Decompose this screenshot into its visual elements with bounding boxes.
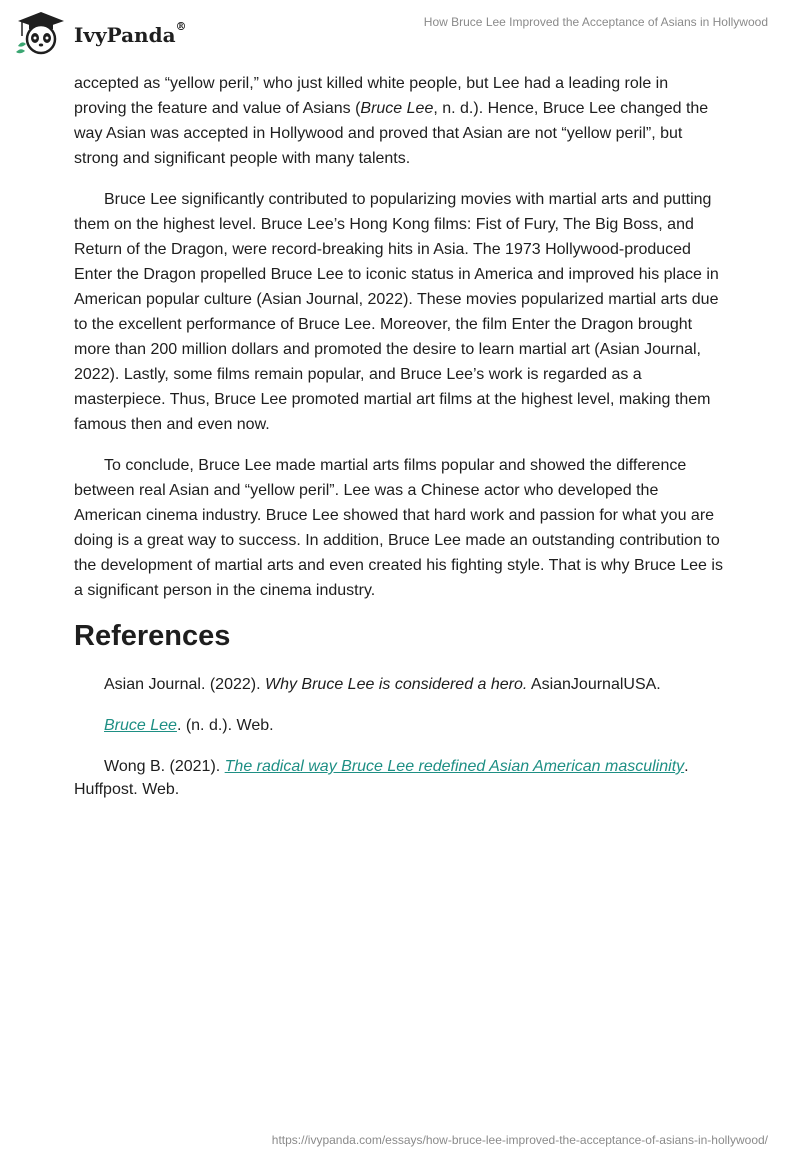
ref-1-author: Asian Journal. (2022). bbox=[104, 676, 265, 693]
ref-2-link[interactable]: Bruce Lee bbox=[104, 717, 177, 734]
reference-item bbox=[74, 673, 724, 696]
reference-item bbox=[74, 755, 724, 801]
essay-body bbox=[74, 71, 724, 819]
ref-1-title: Why Bruce Lee is considered a hero. bbox=[264, 676, 528, 693]
panda-graduate-icon bbox=[14, 10, 68, 56]
logo-wordmark: IvyPanda bbox=[74, 23, 176, 47]
registered-mark: ® bbox=[175, 20, 187, 34]
ivypanda-logo[interactable] bbox=[14, 10, 187, 56]
logo-text bbox=[74, 20, 187, 47]
ref-3-link[interactable]: The radical way Bruce Lee redefined Asian American masculinity bbox=[224, 758, 685, 775]
ref-1-source: AsianJournalUSA. bbox=[527, 676, 661, 693]
paragraph-3: To conclude, Bruce Lee made martial arts films popular and showed the difference between real Asian and “yellow peril”. Lee was a Chinese actor who developed the American cinema industry. Bruce Lee showed that hard work and passion for what you are doing is a great way to success. In addition, Bruce Lee made an outstanding contribution to the development of martial arts and even created his fighting style. That is why Bruce Lee is a significant person in the cinema industry. bbox=[74, 457, 723, 599]
page-header bbox=[0, 0, 800, 70]
reference-item bbox=[74, 714, 724, 737]
ref-3-author: Wong B. (2021). bbox=[104, 758, 225, 775]
references-heading: References bbox=[74, 620, 231, 652]
ref-3-source: . Huffpost. Web. bbox=[74, 758, 689, 798]
footer-url[interactable]: https://ivypanda.com/essays/how-bruce-lee-improved-the-acceptance-of-asians-in-hollywood/ bbox=[271, 1133, 768, 1147]
paragraph-2: Bruce Lee significantly contributed to popularizing movies with martial arts and putting them on the highest level. Bruce Lee’s Hong Kong films: Fist of Fury, The Big Boss, and Return of the Dragon, were record-breaking hits in Asia. The 1973 Hollywood-produced Enter the Dragon propelled Bruce Lee to iconic status in America and improved his place in American popular culture (Asian Journal, 2022). These movies popularized martial arts due to the excellent performance of Bruce Lee. Moreover, the film Enter the Dragon brought more than 200 million dollars and promoted the desire to learn martial art (Asian Journal, 2022). Lastly, some films remain popular, and Bruce Lee’s work is regarded as a masterpiece. Thus, Bruce Lee promoted martial art films at the highest level, making them famous then and even now. bbox=[74, 191, 719, 433]
paragraph-1-start: accepted as “yellow peril,” who just killed white people, but Lee had a leading role in proving the feature and value of Asians ( bbox=[74, 75, 669, 117]
document-title: How Bruce Lee Improved the Acceptance of Asians in Hollywood bbox=[423, 15, 768, 29]
paragraph-1-end: , n. d.). Hence, Bruce Lee changed the way Asian was accepted in Hollywood and proved that Asian are not “yellow peril”, but strong and significant people with many talents. bbox=[74, 100, 709, 167]
ref-2-source: . (n. d.). Web. bbox=[176, 717, 274, 734]
paragraph-1 bbox=[74, 71, 724, 171]
citation-bruce-lee: Bruce Lee bbox=[360, 100, 434, 117]
